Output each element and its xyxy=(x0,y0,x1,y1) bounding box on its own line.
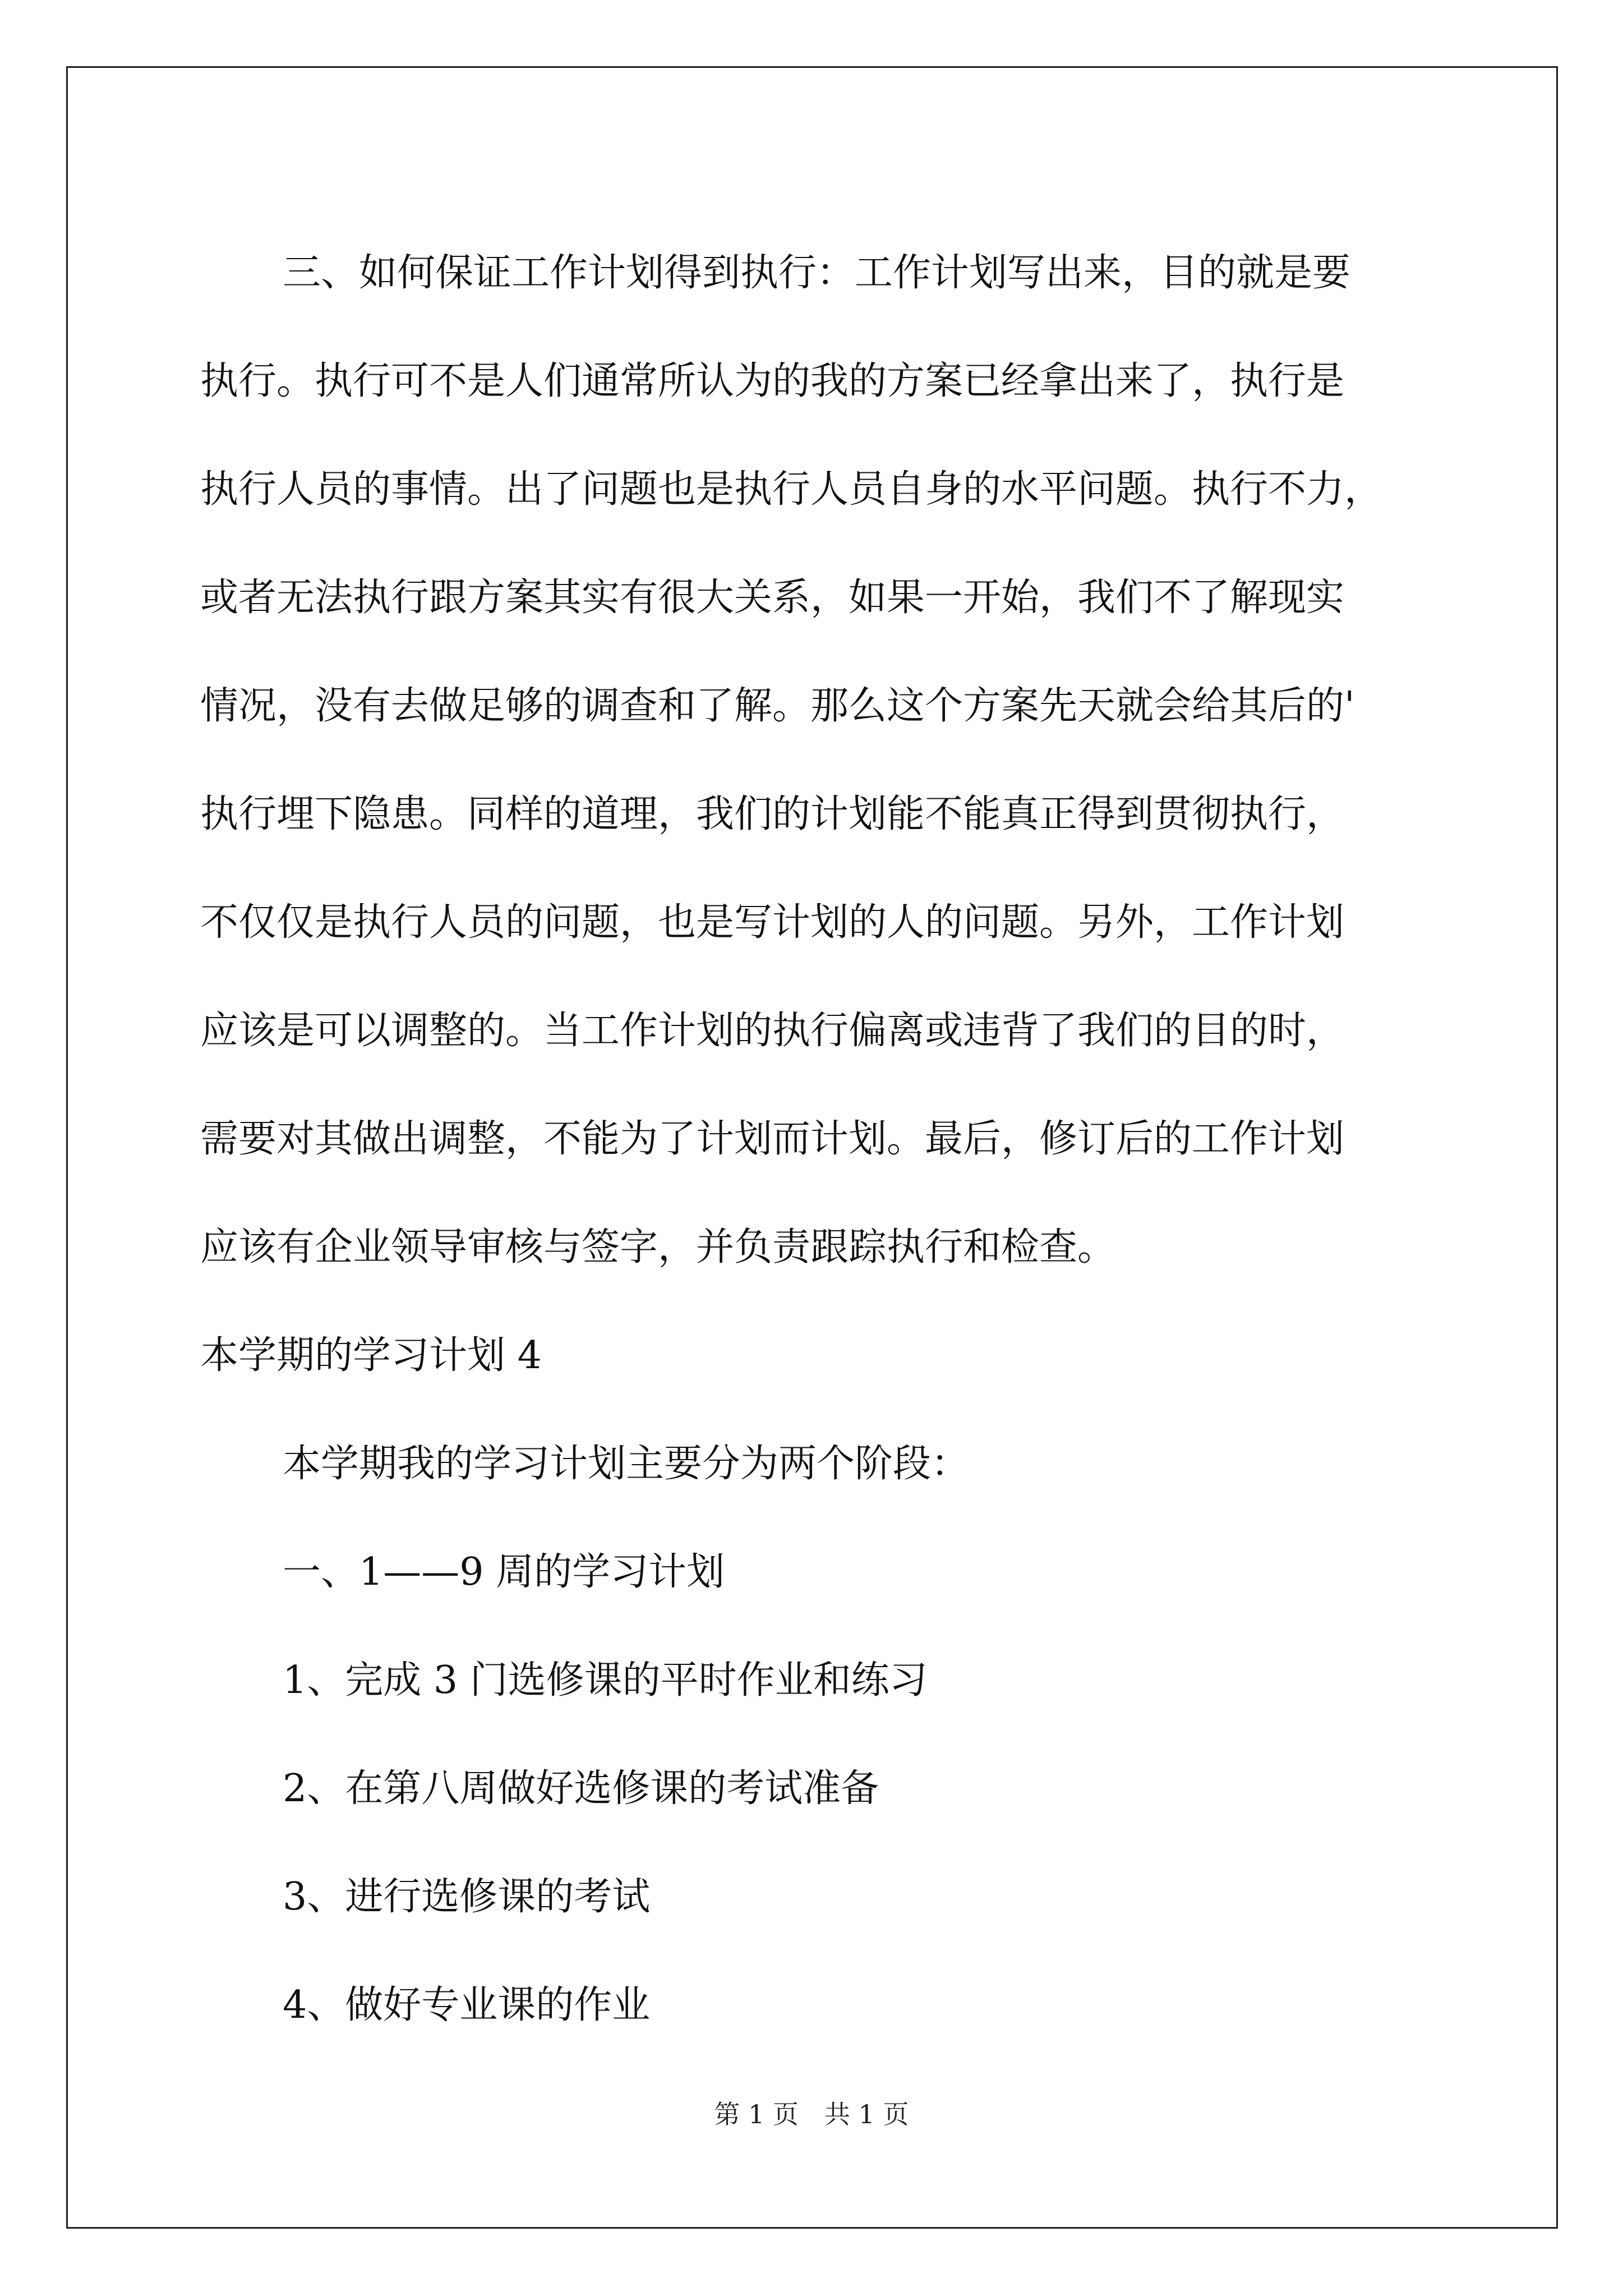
section-three-paragraph xyxy=(200,219,1434,1301)
list-item: 1、完成 3 门选修课的平时作业和练习 xyxy=(283,1658,928,1703)
paragraph-line: 情况，没有去做足够的调查和了解。那么这个方案先天就会给其后的' xyxy=(200,684,1355,728)
list-item: 2、在第八周做好选修课的考试准备 xyxy=(283,1766,879,1811)
intro-paragraph xyxy=(200,1410,1434,1518)
intro-line: 本学期我的学习计划主要分为两个阶段： xyxy=(283,1442,970,1486)
section-heading: 本学期的学习计划 4 xyxy=(200,1333,542,1378)
paragraph-line: 或者无法执行跟方案其实有很大关系，如果一开始，我们不了解现实 xyxy=(200,576,1345,620)
paragraph-line: 应该是可以调整的。当工作计划的执行偏离或违背了我们的目的时， xyxy=(200,1009,1345,1053)
document-body xyxy=(200,219,1434,2059)
paragraph-line: 三、如何保证工作计划得到执行：工作计划写出来，目的就是要 xyxy=(283,251,1351,295)
list-item: 4、做好专业课的作业 xyxy=(283,1983,651,2027)
paragraph-line: 执行埋下隐患。同样的道理，我们的计划能不能真正得到贯彻执行， xyxy=(200,792,1345,836)
paragraph-line: 应该有企业领导审核与签字，并负责跟踪执行和检查。 xyxy=(200,1225,1116,1269)
paragraph-line: 需要对其做出调整，不能为了计划而计划。最后，修订后的工作计划 xyxy=(200,1117,1345,1161)
section-heading-block xyxy=(200,1301,1434,1410)
page-footer: 第 1 页 共 1 页 xyxy=(714,2099,909,2129)
paragraph-line: 执行。执行可不是人们通常所认为的我的方案已经拿出来了，执行是 xyxy=(200,359,1345,403)
paragraph-line: 不仅仅是执行人员的问题，也是写计划的人的问题。另外，工作计划 xyxy=(200,900,1345,945)
plan-item-list xyxy=(200,1626,1434,2059)
list-item: 3、进行选修课的考试 xyxy=(283,1875,651,1919)
phase-title-block xyxy=(200,1518,1434,1626)
phase-one-title: 一、1——9 周的学习计划 xyxy=(283,1550,725,1594)
paragraph-line: 执行人员的事情。出了问题也是执行人员自身的水平问题。执行不力， xyxy=(200,467,1383,512)
